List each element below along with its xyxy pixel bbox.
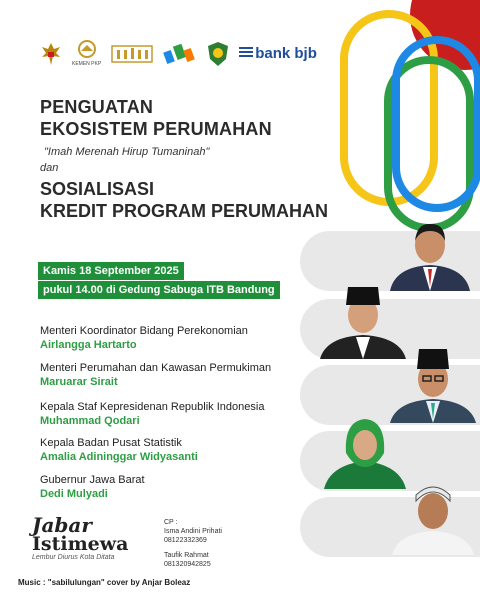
speaker-2 bbox=[40, 362, 271, 389]
speaker-4 bbox=[40, 437, 198, 464]
event-time-place-badge: pukul 14.00 di Gedung Sabuga ITB Bandung bbox=[38, 281, 280, 299]
headline-1-line2: EKOSISTEM PERUMAHAN bbox=[40, 119, 272, 139]
music-credit: Music : "sabilulungan" cover by Anjar Boleaz bbox=[18, 578, 191, 587]
speaker-name: Amalia Adininggar Widyasanti bbox=[40, 451, 198, 463]
bank-bjb-logo bbox=[239, 45, 317, 63]
headline-2 bbox=[40, 178, 328, 222]
speaker-name: Maruarar Sirait bbox=[40, 376, 118, 388]
headline-2-line1: SOSIALISASI bbox=[40, 179, 155, 199]
speaker-role: Gubernur Jawa Barat bbox=[40, 474, 145, 486]
contact-1-phone: 08122332369 bbox=[164, 537, 207, 544]
brand-motto: Lembur Diurus Kota Ditata bbox=[32, 554, 115, 561]
contact-1-name: Isma Andini Prihati bbox=[164, 528, 222, 535]
speaker-3 bbox=[40, 401, 264, 428]
headline-1 bbox=[40, 96, 272, 140]
blue-ring-decoration bbox=[392, 36, 480, 212]
portrait-airlangga bbox=[385, 215, 475, 291]
speaker-1 bbox=[40, 325, 248, 352]
speaker-name: Muhammad Qodari bbox=[40, 415, 140, 427]
tagline: "Imah Merenah Hirup Tumaninah" bbox=[44, 146, 210, 158]
brand-line-1: Jabar bbox=[32, 513, 92, 537]
speaker-role: Menteri Perumahan dan Kawasan Permukiman bbox=[40, 362, 272, 374]
contact-block bbox=[164, 518, 222, 569]
garuda-logo bbox=[40, 41, 62, 67]
speaker-role: Menteri Koordinator Bidang Perekonomian bbox=[40, 325, 248, 337]
portrait-dedi bbox=[388, 479, 478, 555]
logo-bar bbox=[40, 40, 317, 67]
jabar-istimewa-logo bbox=[32, 513, 129, 561]
kemenpkp-text: KEMEN PKP bbox=[72, 61, 102, 67]
conjunction: dan bbox=[40, 162, 59, 174]
speaker-name: Airlangga Hartarto bbox=[40, 339, 137, 351]
contact-2-phone: 081320942825 bbox=[164, 561, 211, 568]
speaker-name: Dedi Mulyadi bbox=[40, 488, 108, 500]
contact-2-name: Taufik Rahmat bbox=[164, 552, 209, 559]
speaker-role: Kepala Staf Kepresidenan Republik Indonesia bbox=[40, 401, 265, 413]
portrait-amalia bbox=[320, 413, 410, 489]
headline-2-line2: KREDIT PROGRAM PERUMAHAN bbox=[40, 201, 328, 221]
speaker-5 bbox=[40, 474, 145, 501]
headline-1-line1: PENGUATAN bbox=[40, 97, 154, 117]
kemenpkp-logo bbox=[72, 40, 101, 67]
brand-line-2: Istimewa bbox=[32, 533, 129, 555]
cp-label: CP : bbox=[164, 519, 178, 526]
jabar-province-logo bbox=[207, 41, 229, 67]
bps-logo bbox=[163, 41, 197, 67]
event-date-badge: Kamis 18 September 2025 bbox=[38, 262, 184, 280]
portrait-qodari bbox=[388, 347, 478, 423]
bank-bjb-text: bank bjb bbox=[255, 45, 317, 62]
istana-logo bbox=[111, 43, 153, 65]
speaker-role: Kepala Badan Pusat Statistik bbox=[40, 437, 182, 449]
